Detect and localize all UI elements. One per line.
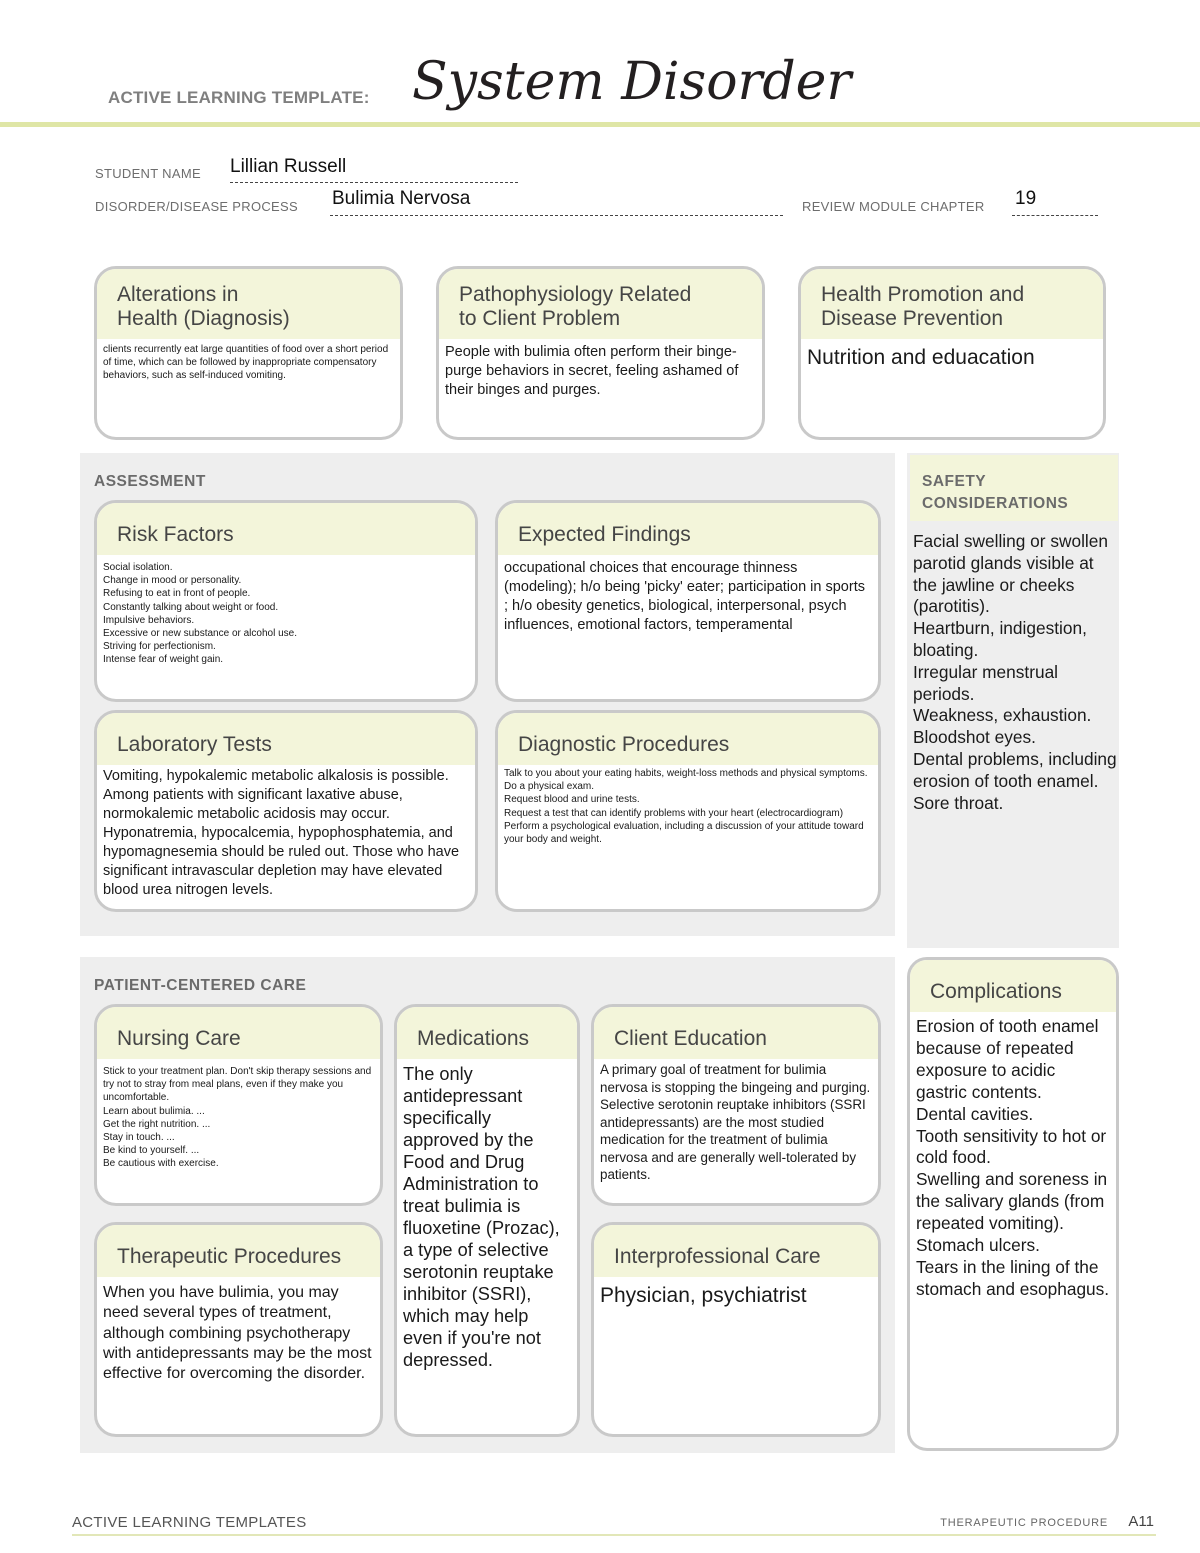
nursing-care-text: Stick to your treatment plan. Don't skip therapy sessions and try not to stray from meal plans, even if they make you uncomfortable. Learn about bulimia. ... Get the right nutrition. ... Stay in touch. ... Be kind to yourself. ... Be cautious with exercise. [103,1066,372,1170]
medications-text: The only antidepressant specifically approved by the Food and Drug Administration to treat bulimia is fluoxetine (Prozac), a type of selective serotonin reuptake inhibitor (SSRI), which may help even if you're not depressed. [403,1064,560,1370]
chapter-label: REVIEW MODULE CHAPTER [802,199,985,214]
disorder-label: DISORDER/DISEASE PROCESS [95,199,298,214]
diagnostic-procedures-title: Diagnostic Procedures [498,713,878,765]
assessment-section-title: ASSESSMENT [94,473,206,490]
interprofessional-care-card [591,1222,881,1437]
risk-factors-title: Risk Factors [97,503,475,555]
student-name-value: Lillian Russell [230,156,347,177]
footer-rule [72,1534,1156,1536]
medications-title: Medications [397,1007,577,1059]
alterations-title: Alterations in Health (Diagnosis) [97,269,400,339]
client-education-text: A primary goal of treatment for bulimia nervosa is stopping the bingeing and purging. Selective serotonin reuptake inhibitors (SSRI antidepressants) are the most studied medication for the treatment of bulimia nervosa and are generally well-tolerated by patients. [600,1062,871,1182]
pathophysiology-title: Pathophysiology Related to Client Problem [439,269,762,339]
complications-text: Erosion of tooth enamel because of repeated exposure to acidic gastric contents. Dental cavities. Tooth sensitivity to hot or cold food. Swelling and soreness in the salivary glands (from repeated vomiting). Stomach ulcers. Tears in the lining of the stomach and esophagus. [916,1016,1110,1299]
client-education-card [591,1004,881,1206]
student-name-field[interactable] [230,156,518,183]
footer-right: THERAPEUTIC PROCEDURE [940,1517,1108,1529]
safety-text: Facial swelling or swollen parotid glands visible at the jawline or cheeks (parotitis). Heartburn, indigestion, bloating. Irregular menstrual periods. Weakness, exhaustion. Bloodshot eyes. Dental problems, including erosion of tooth enamel. Sore throat. [913,531,1117,813]
disorder-value: Bulimia Nervosa [332,188,471,209]
client-education-title: Client Education [594,1007,878,1059]
nursing-care-card [94,1004,383,1206]
nursing-care-title: Nursing Care [97,1007,380,1059]
expected-findings-card [495,500,881,702]
safety-title: SAFETY CONSIDERATIONS [910,455,1118,521]
header-rule [0,122,1200,127]
laboratory-tests-title: Laboratory Tests [97,713,475,765]
alterations-card [94,266,403,440]
medications-card [394,1004,580,1437]
alterations-text: clients recurrently eat large quantities of food over a short period of time, which can be followed by inappropriate compensatory behaviors, such as self-induced vomiting. [103,344,389,382]
therapeutic-procedures-title: Therapeutic Procedures [97,1225,380,1277]
page-title: System Disorder [412,52,852,112]
therapeutic-procedures-card [94,1222,383,1437]
patient-care-section-title: PATIENT-CENTERED CARE [94,977,307,994]
health-promotion-text: Nutrition and eduacation [807,346,1035,369]
risk-factors-text: Social isolation. Change in mood or personality. Refusing to eat in front of people. Constantly talking about weight or food. Impulsive behaviors. Excessive or new substance or alcohol use. Striving for perfectionism. Intense fear of weight gain. [103,562,297,666]
chapter-value: 19 [1015,188,1037,209]
pathophysiology-text: People with bulimia often perform their binge-purge behaviors in secret, feeling ashamed of their binges and purges. [445,344,739,398]
template-label: ACTIVE LEARNING TEMPLATE: [108,88,370,107]
laboratory-tests-card [94,710,478,912]
diagnostic-procedures-card [495,710,881,912]
expected-findings-title: Expected Findings [498,503,878,555]
health-promotion-title: Health Promotion and Disease Prevention [801,269,1103,339]
footer-page-number: A11 [1128,1513,1154,1530]
chapter-field[interactable] [1012,188,1098,216]
pathophysiology-card [436,266,765,440]
diagnostic-procedures-text: Talk to you about your eating habits, weight-loss methods and physical symptoms. Do a physical exam. Request blood and urine tests. Request a test that can identify problems with your heart (electrocardiogram) Perform a psychological evaluation, including a discussion of your attitude toward your body and weight. [504,768,868,846]
laboratory-tests-text: Vomiting, hypokalemic metabolic alkalosis is possible. Among patients with significant laxative abuse, normokalemic metabolic acidosis may occur. Hyponatremia, hypocalcemia, hypophosphatemia, and hypomagnesemia should be ruled out. Those who have significant intravascular depletion may have elevated blood urea nitrogen levels. [103,768,460,898]
complications-title: Complications [910,960,1116,1012]
interprofessional-care-title: Interprofessional Care [594,1225,878,1277]
expected-findings-text: occupational choices that encourage thinness (modeling); h/o being 'picky' eater; participation in sports ; h/o obesity genetics, biological, interpersonal, psych influences, emotional factors, temperamental [504,560,865,633]
disorder-field[interactable] [330,188,783,216]
health-promotion-card [798,266,1106,440]
interprofessional-care-text: Physician, psychiatrist [600,1284,807,1307]
therapeutic-procedures-text: When you have bulimia, you may need several types of treatment, although combining psychotherapy with antidepressants may be the most effective for overcoming the disorder. [103,1284,372,1383]
footer-left: ACTIVE LEARNING TEMPLATES [72,1514,307,1531]
risk-factors-card [94,500,478,702]
student-name-label: STUDENT NAME [95,166,201,181]
complications-card [907,957,1119,1451]
